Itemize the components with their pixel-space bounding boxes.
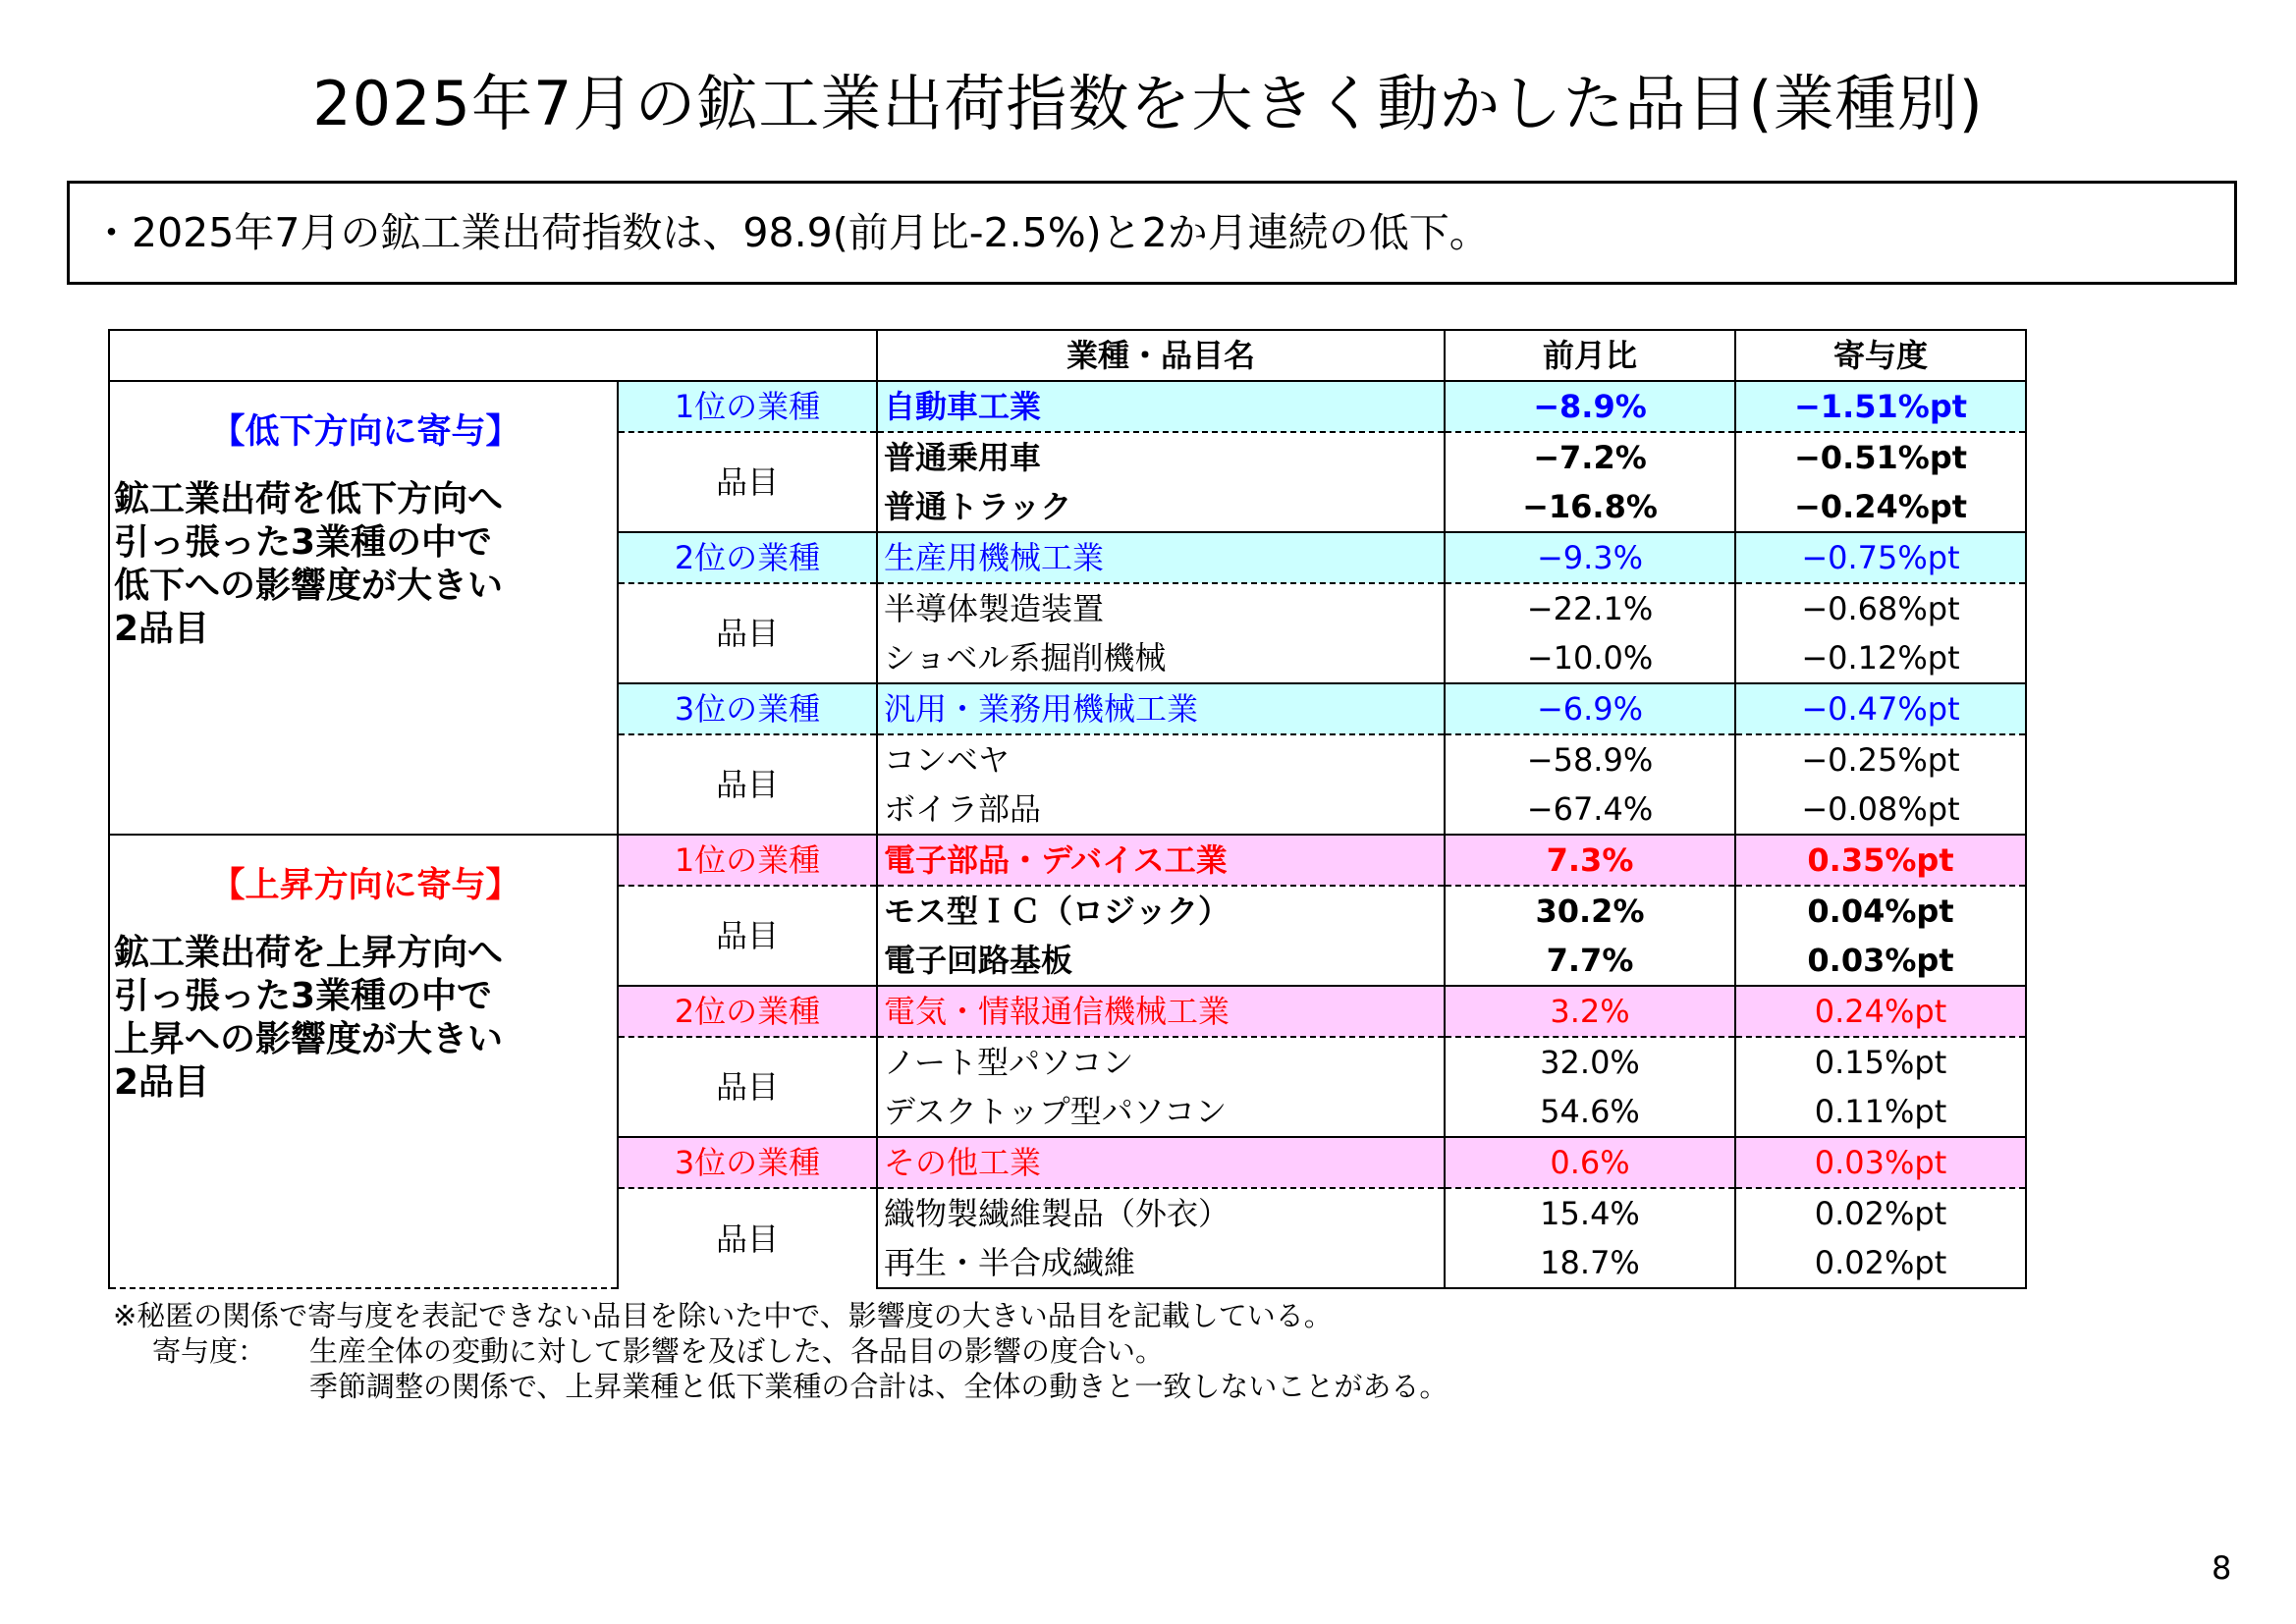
item-label: 品目 [618, 432, 877, 532]
industry-row [109, 381, 2026, 432]
table-header-row [109, 330, 2026, 381]
item-name: 普通乗用車 [877, 432, 1445, 482]
rank-cell: 3位の業種 [618, 1137, 877, 1188]
item-name: 普通トラック [877, 482, 1445, 532]
item-label: 品目 [618, 583, 877, 683]
item-name: コンベヤ [877, 734, 1445, 785]
industry-name: 汎用・業務用機械工業 [877, 683, 1445, 734]
industry-contrib: 0.24%pt [1735, 986, 2026, 1037]
item-label: 品目 [618, 1037, 877, 1137]
item-mom: 7.7% [1445, 936, 1735, 986]
down-heading: 【低下方向に寄与】 [210, 412, 520, 452]
header-blank-cell [109, 330, 877, 381]
industry-contrib: 0.03%pt [1735, 1137, 2026, 1188]
item-contrib: 0.02%pt [1735, 1188, 2026, 1238]
item-contrib: −0.08%pt [1735, 785, 2026, 835]
industry-name: 自動車工業 [877, 381, 1445, 432]
item-mom: 18.7% [1445, 1238, 1735, 1288]
item-contrib: 0.04%pt [1735, 886, 2026, 936]
footnote-3: 季節調整の関係で、上昇業種と低下業種の合計は、全体の動きと一致しないことがある。 [309, 1370, 1449, 1403]
item-name: 半導体製造装置 [877, 583, 1445, 633]
up-heading: 【上昇方向に寄与】 [210, 866, 520, 905]
item-name: ショベル系掘削機械 [877, 633, 1445, 683]
rank-cell: 1位の業種 [618, 835, 877, 886]
footnotes [113, 1298, 1448, 1404]
industry-name: 生産用機械工業 [877, 532, 1445, 583]
item-mom: 54.6% [1445, 1087, 1735, 1137]
item-name: 再生・半合成繊維 [877, 1238, 1445, 1288]
industry-mom: −6.9% [1445, 683, 1735, 734]
rank-cell: 3位の業種 [618, 683, 877, 734]
item-label: 品目 [618, 734, 877, 835]
industry-mom: −9.3% [1445, 532, 1735, 583]
item-mom: −67.4% [1445, 785, 1735, 835]
item-contrib: 0.02%pt [1735, 1238, 2026, 1288]
rank-cell: 1位の業種 [618, 381, 877, 432]
industry-mom: 0.6% [1445, 1137, 1735, 1188]
footnote-1: ※秘匿の関係で寄与度を表記できない品目を除いた中で、影響度の大きい品目を記載している。 [113, 1299, 1333, 1332]
page-title: 2025年7月の鉱工業出荷指数を大きく動かした品目(業種別) [312, 68, 1984, 139]
summary-box: ・2025年7月の鉱工業出荷指数は、98.9(前月比-2.5%)と2か月連続の低下。 [67, 181, 2237, 285]
item-mom: −7.2% [1445, 432, 1735, 482]
up-category-cell [109, 835, 618, 1288]
industry-mom: 7.3% [1445, 835, 1735, 886]
item-contrib: 0.15%pt [1735, 1037, 2026, 1087]
item-name: ボイラ部品 [877, 785, 1445, 835]
industry-mom: 3.2% [1445, 986, 1735, 1037]
ranking-table [108, 329, 2027, 1289]
item-mom: 32.0% [1445, 1037, 1735, 1087]
industry-name: 電気・情報通信機械工業 [877, 986, 1445, 1037]
down-description: 鉱工業出荷を低下方向へ 引っ張った3業種の中で 低下への影響度が大きい 2品目 [114, 479, 504, 649]
item-mom: 30.2% [1445, 886, 1735, 936]
header-contrib: 寄与度 [1735, 330, 2026, 381]
industry-contrib: −1.51%pt [1735, 381, 2026, 432]
footnote-2: 寄与度： 生産全体の変動に対して影響を及ぼした、各品目の影響の度合い。 [152, 1334, 1165, 1368]
down-category-cell [109, 381, 618, 835]
rank-cell: 2位の業種 [618, 532, 877, 583]
up-description: 鉱工業出荷を上昇方向へ 引っ張った3業種の中で 上昇への影響度が大きい 2品目 [114, 933, 504, 1103]
item-contrib: 0.11%pt [1735, 1087, 2026, 1137]
industry-contrib: 0.35%pt [1735, 835, 2026, 886]
item-label: 品目 [618, 1188, 877, 1288]
header-mom: 前月比 [1445, 330, 1735, 381]
page-number: 8 [2212, 1549, 2232, 1587]
industry-row [109, 835, 2026, 886]
item-contrib: −0.68%pt [1735, 583, 2026, 633]
item-name: 織物製繊維製品（外衣） [877, 1188, 1445, 1238]
item-name: ノート型パソコン [877, 1037, 1445, 1087]
item-contrib: −0.12%pt [1735, 633, 2026, 683]
industry-name: 電子部品・デバイス工業 [877, 835, 1445, 886]
item-mom: −16.8% [1445, 482, 1735, 532]
item-name: 電子回路基板 [877, 936, 1445, 986]
item-contrib: −0.51%pt [1735, 432, 2026, 482]
item-mom: −58.9% [1445, 734, 1735, 785]
item-contrib: 0.03%pt [1735, 936, 2026, 986]
header-name: 業種・品目名 [877, 330, 1445, 381]
item-contrib: −0.25%pt [1735, 734, 2026, 785]
item-contrib: −0.24%pt [1735, 482, 2026, 532]
item-name: モス型ＩＣ（ロジック） [877, 886, 1445, 936]
rank-cell: 2位の業種 [618, 986, 877, 1037]
item-name: デスクトップ型パソコン [877, 1087, 1445, 1137]
item-mom: −22.1% [1445, 583, 1735, 633]
industry-contrib: −0.75%pt [1735, 532, 2026, 583]
item-label: 品目 [618, 886, 877, 986]
industry-name: その他工業 [877, 1137, 1445, 1188]
industry-mom: −8.9% [1445, 381, 1735, 432]
industry-contrib: −0.47%pt [1735, 683, 2026, 734]
item-mom: 15.4% [1445, 1188, 1735, 1238]
item-mom: −10.0% [1445, 633, 1735, 683]
